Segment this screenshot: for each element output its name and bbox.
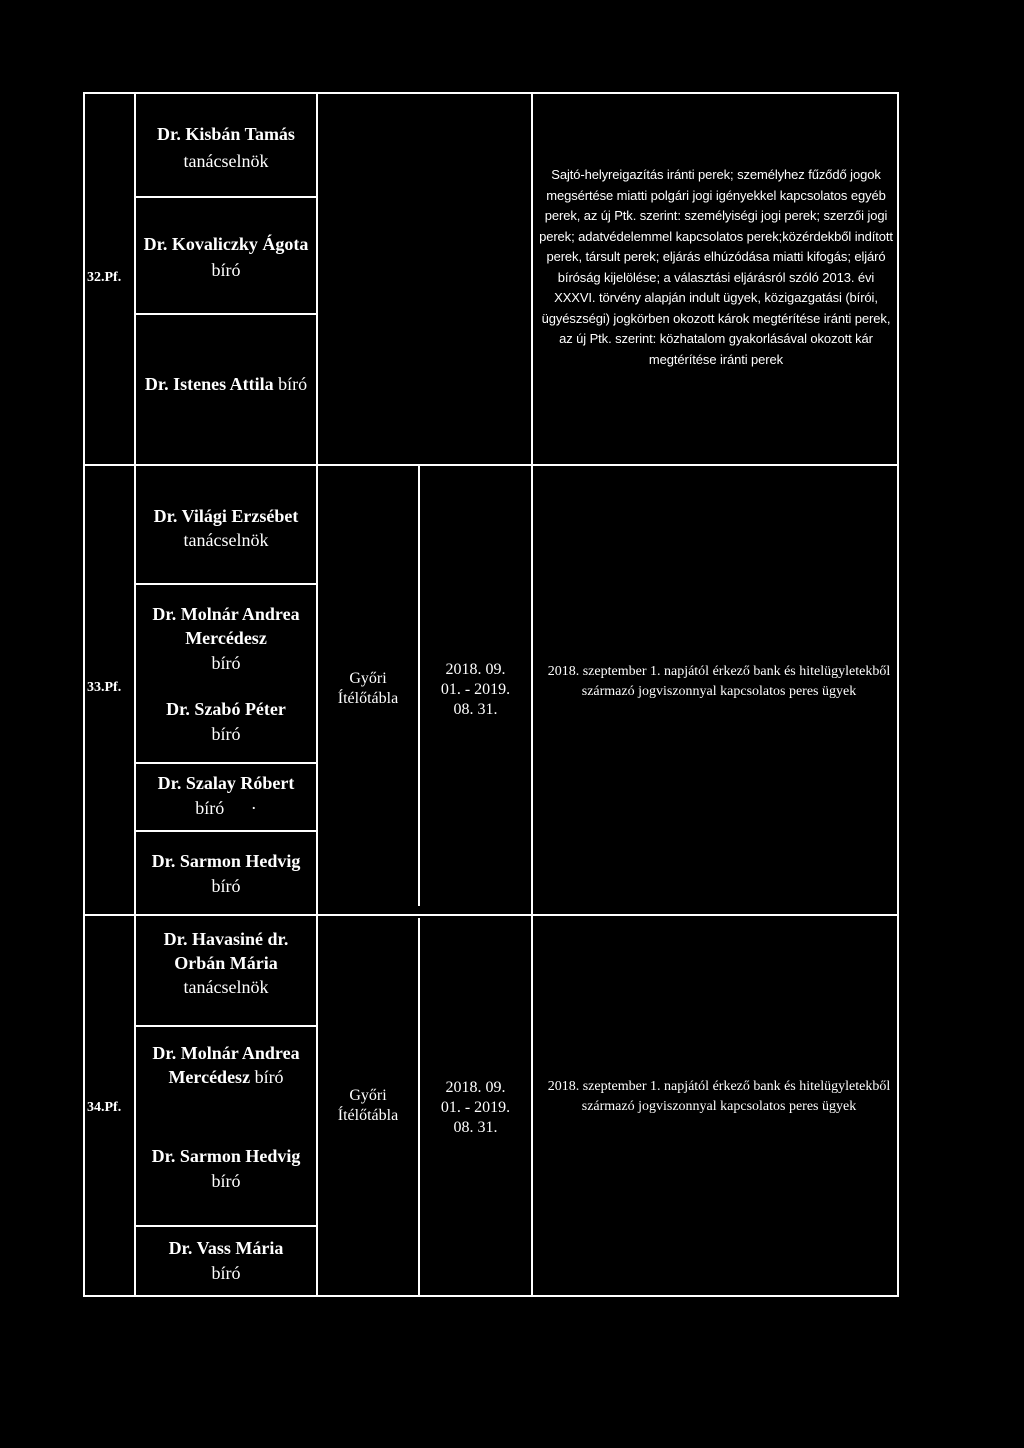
row-divider: [134, 1025, 318, 1027]
row-33-description: 2018. szeptember 1. napjától érkező bank és hitelügyletekből származó jogviszonnyal kapcsolatos peres ügyek: [547, 664, 891, 699]
row-34-member3-role: bíró: [211, 1171, 241, 1191]
row-divider: [134, 196, 318, 198]
row-33-member4-role: bíró: [195, 798, 225, 818]
row-divider: [134, 830, 318, 832]
row-34-member2-line2: [136, 1065, 316, 1089]
row-33-member1-role: tanácselnök: [183, 530, 269, 550]
row-33-member5-role: bíró: [211, 876, 241, 896]
row-32-member3: [136, 372, 316, 396]
row-32-description: Sajtó-helyreigazítás iránti perek; személyhez fűződő jogok megsértése miatti polgári jogi igényekkel kapcsolatos egyéb perek, az új Ptk. szerint: személyiségi jogi perek; szerzői jogi perek; adatvédelemmel kapcsolatos perek;közérdekből indított perek, társult perek; eljárás elhúzódása miatti kifogás; eljáró bíróság kijelölése; a választási eljárásról szóló 2013. évi XXXVI. törvény alapján indult ügyek, közigazgatási (bírói, ügyészségi) jogkörben okozott károk megtérítése iránti perek, az új Ptk. szerint: közhatalom gyakorlásával okozott kár megtérítése iránti perek: [539, 167, 893, 367]
row-33-court-line1: Győri: [349, 670, 387, 687]
row-divider: [134, 583, 318, 585]
row-divider: [134, 313, 318, 315]
row-32-member1-role: tanácselnök: [183, 151, 269, 171]
row-33-member2-role: bíró: [211, 653, 241, 673]
row-33-period-line3: 08. 31.: [453, 701, 498, 718]
row-32-code: 32.Pf.: [87, 270, 122, 285]
row-33-period-line2: 01. - 2019.: [440, 681, 511, 698]
row-34-member4-name: Dr. Vass Mária: [168, 1238, 284, 1258]
row-34-court-line2: Ítélőtábla: [337, 1107, 399, 1124]
row-34-description: 2018. szeptember 1. napjától érkező bank és hitelügyletekből származó jogviszonnyal kapcsolatos peres ügyek: [547, 1079, 891, 1114]
row-32-member3-role: bíró: [278, 374, 308, 394]
row-34-member1-name-line1: Dr. Havasiné dr.: [163, 929, 289, 949]
row-33-court-line2: Ítélőtábla: [337, 690, 399, 707]
row-33-court: [318, 669, 418, 709]
row-33-member3-name: Dr. Szabó Péter: [166, 699, 286, 719]
row-34-member4-role: bíró: [211, 1263, 241, 1283]
row-divider: [134, 1225, 318, 1227]
row-34-period-line2: 01. - 2019.: [440, 1099, 511, 1116]
row-34-code: 34.Pf.: [87, 1100, 122, 1115]
row-33-member2-name-line1: Dr. Molnár Andrea: [152, 604, 300, 624]
column-divider: [531, 92, 533, 1297]
row-34-member2-name-line2: Mercédesz: [168, 1067, 251, 1087]
row-34-member2-role: bíró: [254, 1067, 284, 1087]
row-34-period: [420, 1078, 531, 1138]
row-34-court: [318, 1086, 418, 1126]
row-34-member1-role: tanácselnök: [183, 977, 269, 997]
row-34-period-line3: 08. 31.: [453, 1119, 498, 1136]
row-34-court-line1: Győri: [349, 1087, 387, 1104]
row-33-member4-mark: ·: [250, 798, 257, 818]
row-32-member1-name: Dr. Kisbán Tamás: [157, 124, 295, 144]
row-33-member1-name: Dr. Világi Erzsébet: [153, 506, 299, 526]
row-33-period-line1: 2018. 09.: [445, 661, 506, 678]
row-divider: [134, 762, 318, 764]
row-33-member2-name-line2: Mercédesz: [185, 628, 267, 648]
row-34-member3-name: Dr. Sarmon Hedvig: [151, 1146, 301, 1166]
row-32-member2-role: bíró: [211, 260, 241, 280]
row-33-member3-role: bíró: [211, 724, 241, 744]
row-34-member1-name-line2: Orbán Mária: [174, 953, 278, 973]
row-34-member2-name-line1: Dr. Molnár Andrea: [152, 1043, 300, 1063]
row-divider: [83, 464, 899, 466]
row-divider: [83, 914, 899, 916]
row-33-member4: [136, 796, 316, 820]
row-33-period: [420, 660, 531, 720]
row-32-member2-name: Dr. Kovaliczky Ágota: [143, 234, 309, 254]
row-33-member5-name: Dr. Sarmon Hedvig: [151, 851, 301, 871]
row-33-member4-name: Dr. Szalay Róbert: [157, 773, 295, 793]
row-32-member3-name: Dr. Istenes Attila: [144, 374, 274, 394]
row-33-code: 33.Pf.: [87, 680, 122, 695]
row-34-period-line1: 2018. 09.: [445, 1079, 506, 1096]
